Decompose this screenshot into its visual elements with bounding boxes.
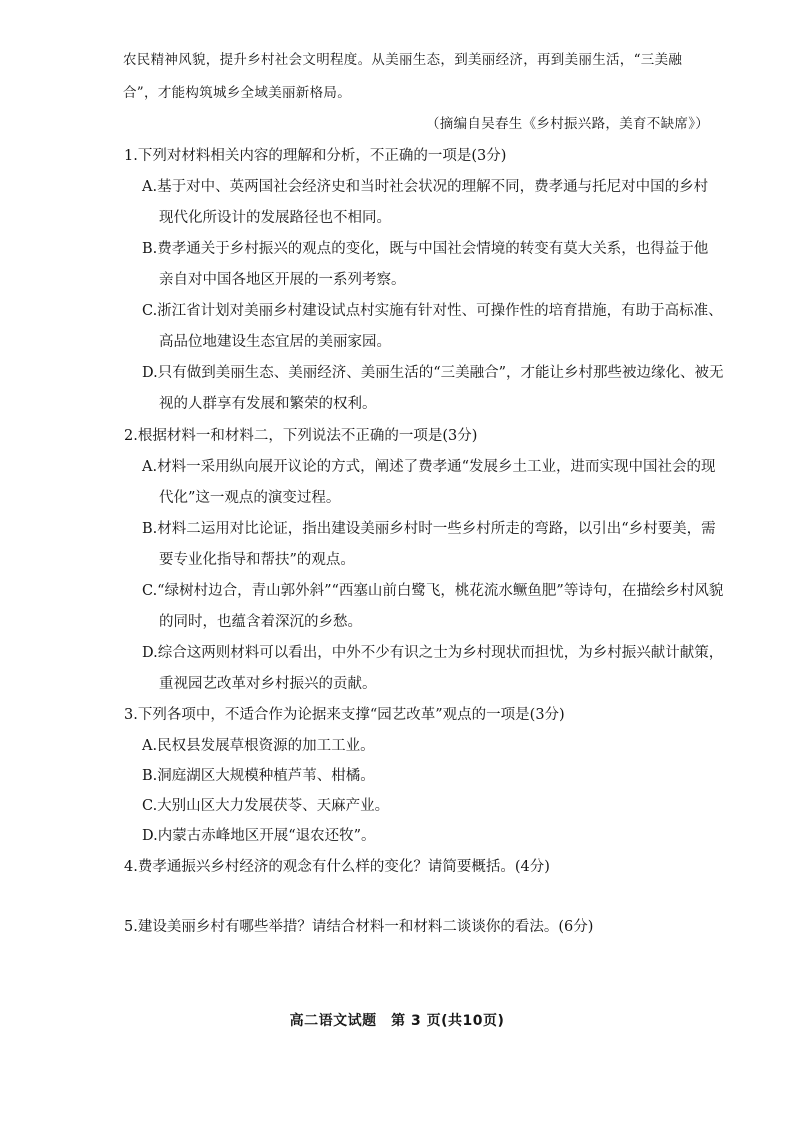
question-1-option-b-cont: 亲自对中国各地区开展的一系列考察。 [159,272,406,288]
question-3-option-a: A.民权县发展草根资源的加工工业。 [142,738,375,754]
question-1-option-a: A.基于对中、英两国社会经济史和当时社会状况的理解不同，费孝通与托尼对中国的乡村 [142,179,709,195]
question-1-option-b: B.费孝通关于乡村振兴的观点的变化，既与中国社会情境的转变有莫大关系，也得益于他 [142,241,709,257]
question-1-option-c-cont: 高品位地建设生态宜居的美丽家园。 [159,334,391,350]
question-1-option-d-cont: 视的人群享有发展和繁荣的权利。 [159,396,377,412]
passage-line: 合”，才能构筑城乡全域美丽新格局。 [123,85,352,101]
question-1-option-c: C.浙江省计划对美丽乡村建设试点村实施有针对性、可操作性的培育措施，有助于高标准、 [142,303,723,319]
question-2-option-c-cont: 的同时，也蕴含着深沉的乡愁。 [159,614,362,630]
question-2-stem: 2.根据材料一和材料二，下列说法不正确的一项是(3分) [124,428,478,444]
question-3-option-b: B.洞庭湖区大规模种植芦苇、柑橘。 [142,768,375,784]
question-2-option-d: D.综合这两则材料可以看出，中外不少有识之士为乡村现状而担忧，为乡村振兴献计献策， [142,645,724,661]
question-1-option-a-cont: 现代化所设计的发展路径也不相同。 [159,210,391,226]
question-1-option-d: D.只有做到美丽生态、美丽经济、美丽生活的“三美融合”，才能让乡村那些被边缘化、被无 [142,365,724,381]
question-2-option-b: B.材料二运用对比论证，指出建设美丽乡村时一些乡村所走的弯路，以引出“乡村要美，需 [142,521,716,537]
passage-line: 农民精神风貌，提升乡村社会文明程度。从美丽生态，到美丽经济，再到美丽生活，“三美融 [123,52,683,68]
question-3-stem: 3.下列各项中，不适合作为论据来支撑“园艺改革”观点的一项是(3分) [124,707,565,723]
question-2-option-a-cont: 代化”这一观点的演变过程。 [159,490,341,506]
question-4-stem: 4.费孝通振兴乡村经济的观念有什么样的变化？请简要概括。(4分) [124,859,550,875]
question-5-stem: 5.建设美丽乡村有哪些举措？请结合材料一和材料二谈谈你的看法。(6分) [124,919,594,935]
question-3-option-d: D.内蒙古赤峰地区开展“退农还牧”。 [142,828,376,844]
page-footer: 高二语文试题 第 3 页(共10页) [289,1013,505,1029]
question-2-option-c: C.“绿树村边合，青山郭外斜”“西塞山前白鹭飞，桃花流水鳜鱼肥”等诗句，在描绘乡村风貌 [142,583,724,599]
question-1-stem: 1.下列对材料相关内容的理解和分析，不正确的一项是(3分) [124,148,507,164]
question-2-option-a: A.材料一采用纵向展开议论的方式，阐述了费孝通“发展乡土工业，进而实现中国社会的现 [142,459,716,475]
question-2-option-b-cont: 要专业化指导和帮扶”的观点。 [159,552,355,568]
question-3-option-c: C.大别山区大力发展茯苓、天麻产业。 [142,798,390,814]
question-2-option-d-cont: 重视园艺改革对乡村振兴的贡献。 [159,676,377,692]
passage-source: （摘编自吴春生《乡村振兴路，美育不缺席》） [426,116,710,132]
